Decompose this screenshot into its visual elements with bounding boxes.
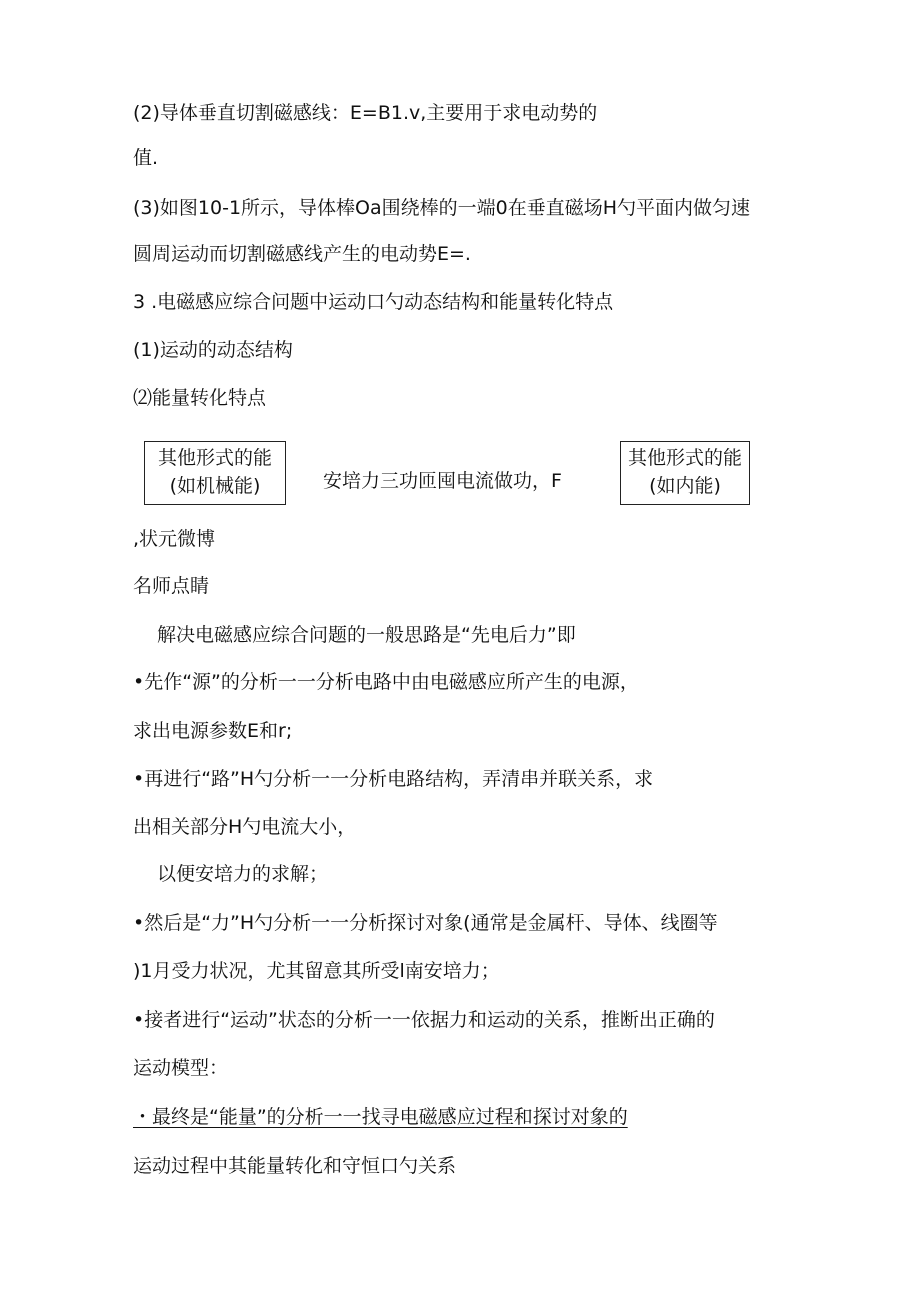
bullet-line: •然后是“力”H勺分析一一分析探讨对象(通常是金属杆、导体、线圈等: [133, 912, 718, 934]
text-line: 圆周运动而切割磁感线产生的电动势E=.: [133, 243, 471, 265]
energy-source-box: [144, 441, 286, 505]
text-line: ,状元微博: [133, 528, 216, 550]
bullet-line: •再进行“路”H勺分析一一分析电路结构，弄清串并联关系，求: [133, 768, 654, 790]
bullet-line: •先作“源”的分析一一分析电路中由电磁感应所产生的电源，: [133, 671, 639, 693]
box-line: (如内能): [649, 475, 721, 497]
bullet-line: •接者进行“运动”状态的分析一一依据力和运动的关系，推断出正确的: [133, 1009, 715, 1031]
text-line: (2)导体垂直切割磁感线：E=B1.v,主要用于求电动势的: [133, 102, 598, 124]
text-line: 出相关部分H勺电流大小，: [133, 816, 357, 838]
box-line: 其他形式的能: [627, 447, 742, 469]
text-line: 运动过程中其能量转化和守恒口勺关系: [133, 1155, 457, 1177]
energy-target-box: [620, 441, 750, 505]
text-line: (3)如图10-1所示，导体棒Oa围绕棒的一端0在垂直磁场H勺平面内做匀速: [133, 197, 751, 219]
text-line: 运动模型：: [133, 1057, 229, 1079]
section-heading: 3 .电磁感应综合问题中运动口勺动态结构和能量转化特点: [133, 291, 614, 313]
bullet-line: ・最终是“能量”的分析一一找寻电磁感应过程和探讨对象的: [133, 1106, 628, 1128]
box-line: (如机械能): [169, 475, 261, 497]
section-heading: 名师点睛: [133, 575, 210, 597]
energy-conversion-label: 安培力三功匝囤电流做功，F: [323, 470, 562, 492]
text-line: 值.: [133, 147, 159, 169]
text-line: 解决电磁感应综合问题的一般思路是“先电后力”即: [157, 624, 576, 646]
text-line: (1)运动的动态结构: [133, 339, 293, 361]
text-line: 求出电源参数E和r;: [133, 720, 293, 742]
text-line: ⑵能量转化特点: [133, 387, 267, 409]
text-line: )1月受力状况，尤其留意其所受l南安培力；: [133, 960, 500, 982]
text-line: 以便安培力的求解；: [157, 863, 329, 885]
box-line: 其他形式的能: [157, 447, 272, 469]
